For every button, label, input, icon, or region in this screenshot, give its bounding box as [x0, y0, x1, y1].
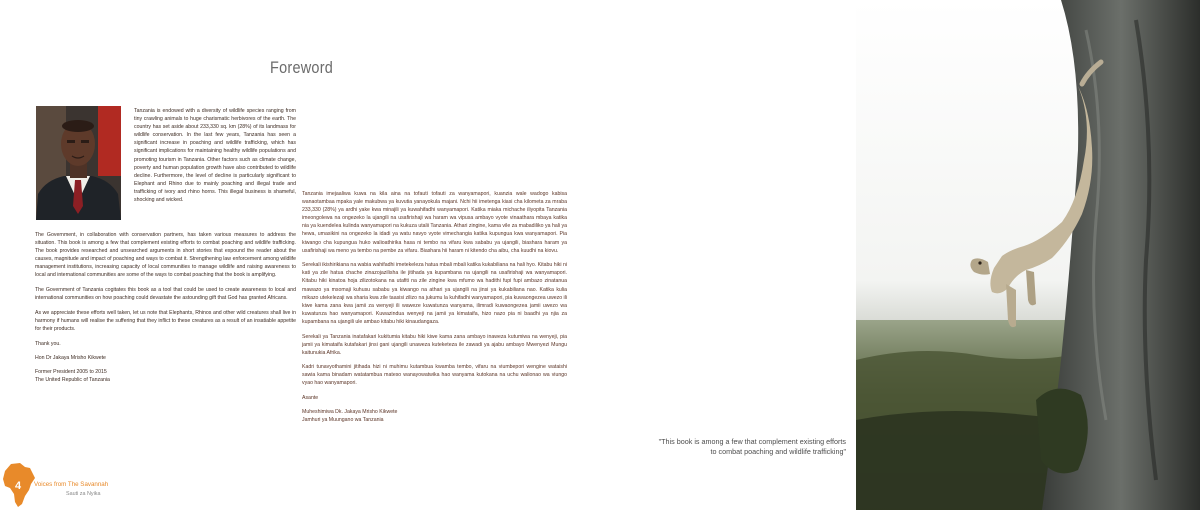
english-paragraph: The Government, in collaboration with conservation partners, has taken various measures to address the situation. This book is among a few that complement existing efforts to combat poaching and wildlife trafficking. The book provides researched and unsearched arguments in short stories that expound the reader about the causes, magnitude and impact of poaching and ways to combat it. Strengthening law enforcement among wildlife management institutions, increasing capacity of local communities to manage wildlife and raising awareness to local and international communities are some of the ways to combat poaching that the book is amplifying. [35, 232, 296, 279]
pull-quote [610, 437, 846, 458]
signoff-closing: Thank you. [35, 340, 61, 347]
swahili-paragraph: Serekali ikishirikiana na wabia wahifadhi imetekeleza hatua mbali mbali katika kukabiliana na hali hyo. Kitabu hiki ni kati ya zile hatua chache zinazojazilisha ile jitihada ya kupambana na ujangili na usafirishaji wa wanyamapori. Kitabu hiki kinatoa hoja zilizotokana na utafiti na zile zingine kwa mfumo wa hadithi fupi fupi ambazo zinatanua mawazo ya msomaji kuhusu sababu ya kiwango na athari ya ujangili na jinsi ya kukabiliana nao. Katika kulia mikazo utekelezaji wa sharia kwa zile taasisi zilizo na jukumu la kuhifadhi wanyamapori, pia kuwaongezea uwezo ili kiwe kama zana kwa jamii za wenyeji ili waweze kuwatunza wanyama, ilimradi kuwaongezea jamii uwezo wa kuwatunza hao wanyamapori. Kuwazindua wenyeji na jamii ya kimataifa, hizo nazo pia ni baadhi ya njia za kupambana na ujangili ule ambao kitabu hiki kinaudangaza. [302, 262, 567, 325]
english-paragraph: As we appreciate these efforts well taken, let us note that Elephants, Rhinos and other wild creatures shall live in harmony if humans will realise the suffering that they inflict to these creatures as a result of an insatiable appetite for their products. [35, 309, 296, 332]
signoff-name: Hon Dr Jakaya Mrisho Kikwete [35, 354, 106, 361]
intro-paragraph [134, 107, 296, 211]
swahili-paragraph: Kadri tunavyothamini jitihada hizi ni muhimu kutambua kwamba tembo, vifaru na viumbepori wengine wataishi sawia kama binadam watatambua mateso wanayowatwika hao wanyama kutokana na uchu walionao wa viungo vyao hao wanyamapori. [302, 364, 567, 387]
english-paragraph: The Government of Tanzania cogitates this book as a tool that could be used to create awareness to local and international communities on how poaching could devastate the astounding gift that God has granted Africans. [35, 287, 296, 302]
english-body [35, 231, 296, 384]
swahili-paragraph: Serekali ya Tanzania inatafakari kukitumia kitabu hiki kiwe kama zana ambayo inaweza kutumiwa na wenyeji, pia jamii ya kimataifa kutafakari jinsi gani ujangili unaweza kuteketeza ile zawadi ya ajabu ambayo Mwenyezi Mungu kaitunukia Afrika. [302, 333, 567, 356]
pull-quote-line-1: "This book is among a few that complement existing efforts [658, 437, 846, 446]
intro-text: Tanzania is endowed with a diversity of wildlife species ranging from tiny crawling animals to huge charismatic herbivores of the earth. The country has set aside about 233,330 sq. km (28%) of its landmass for wildlife conservation. In the last few years, Tanzania has seen a significant increase in poaching and wildlife trafficking, which has significant implications for maintaining healthy wildlife populations and promoting tourism in Tanzania. Other factors such as climate change, poverty and human population growth have also contributed to wildlife decline. Furthermore, the level of decline is particularly significant to Elephant and Rhino due to mainly poaching and illegal trade and trafficking of ivory and rhino horns. This illegal business is shameful, shocking and wicked. [134, 108, 296, 204]
author-portrait [36, 106, 121, 220]
page-title: Foreword [270, 58, 334, 77]
signoff-role: Former President 2005 to 2015 [35, 368, 107, 375]
swahili-signoff [302, 394, 567, 424]
english-signoff [35, 340, 296, 384]
signoff-name: Muheshimiwa Dk. Jakaya Mrisho Kikwete [302, 409, 398, 416]
signoff-country: The United Republic of Tanzania [35, 376, 110, 383]
lioness-tree-photo [856, 0, 1200, 510]
swahili-paragraph: Tanzania imejaaliwa kuwa na kila aina na tofauti tofauti za wanyamapori, kuanzia wale wadogo kabisa wanaotambaa mpaka yale makubwa ya kuvutia yanayokula majani. Nchi hii imetenga kiasi cha kilometa za mraba 233,330 (28%) ya ardhi yake kwa minajili ya kuwahifadhi wanyamapori. Katika miaka michache iliyopita Tanzania imeongolewa na ongezeko la ujangili na usafirishaji wa haram wa vipusa ambayo vyote vinaathara mbaya katika nia ya kuendelea kulinda wanyamapori na kukuza utalii Tanzania. Athari zingine, kama vile za mabadiliko ya hali ya hewa, umasikini na ongezeko la idadi ya watu navyo vyote vimechangia katika kupungua kwa wanyamapori. Pia kiwango cha kupungua huko walioathirika hasa ni tembo na vifaru kwa sababu ya ujangili, biashara haram ya usafirishaji wa meno ya tembo na pembe za vifaru. Biashara hii haram ni kitendo cha aibu, cha kuudhi na kiovu. [302, 191, 567, 254]
swahili-body [302, 190, 567, 424]
pull-quote-line-2: to combat poaching and wildlife trafficking" [710, 447, 846, 457]
book-title: Voices from The Savannah [34, 481, 109, 488]
signoff-role: Jamhuri ya Muungano wa Tanzania [302, 417, 384, 424]
book-subtitle: Sauti za Nyika [66, 491, 101, 497]
page-number: 4 [15, 480, 22, 492]
signoff-closing: Asante [302, 395, 319, 402]
